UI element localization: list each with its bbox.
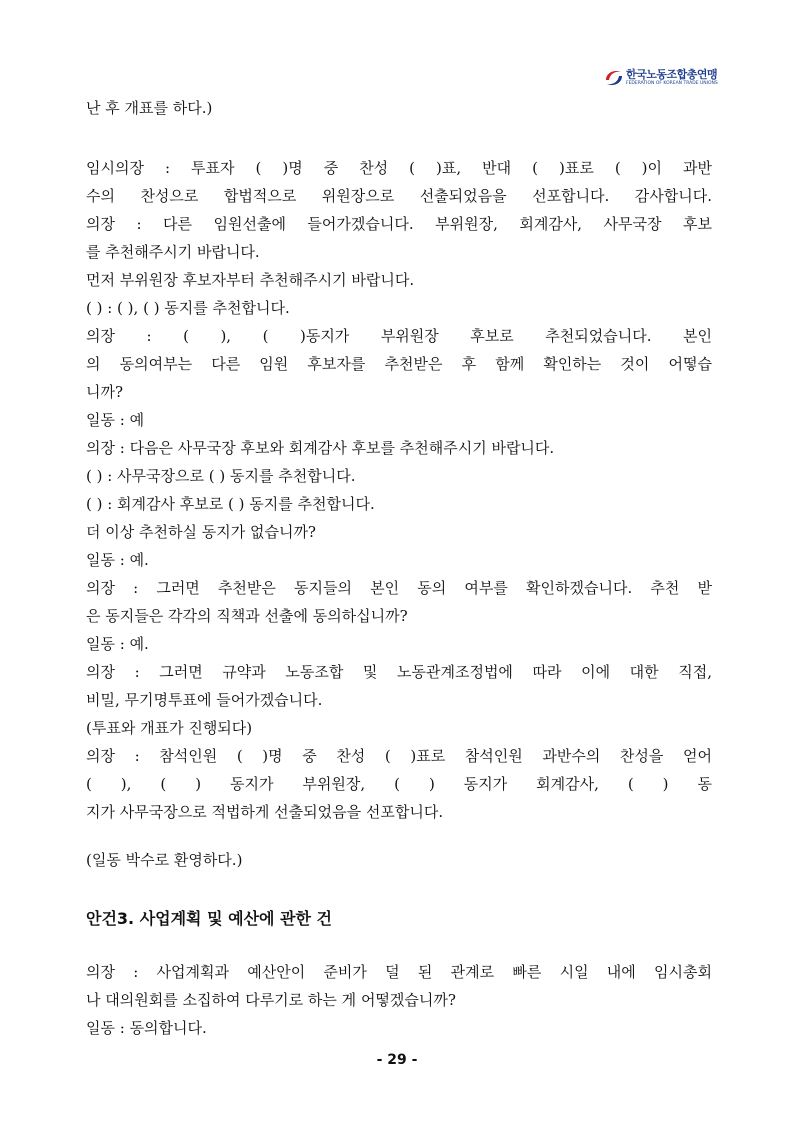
text-line: 임시의장 : 투표자 ( )명 중 찬성 ( )표, 반대 ( )표로 ( )이 과반 — [86, 159, 712, 177]
fktu-emblem-icon — [604, 68, 624, 88]
text-line: 수의 찬성으로 합법적으로 위원장으로 선출되었음을 선포합니다. 감사합니다. — [86, 187, 712, 205]
logo-korean-text: 한국노동조합총연맹 — [626, 68, 718, 81]
text-line: 먼저 부위원장 후보자부터 추천해주시기 바랍니다. — [86, 271, 415, 289]
text-line: ( ) : 사무국장으로 ( ) 동지를 추천합니다. — [86, 467, 356, 485]
text-line: 의장 : 사업계획과 예산안이 준비가 덜 된 관계로 빠른 시일 내에 임시총회 — [86, 963, 712, 981]
text-line: 의 동의여부는 다른 임원 후보자를 추천받은 후 함께 확인하는 것이 어떻습 — [86, 355, 712, 373]
text-line: (투표와 개표가 진행되다) — [86, 719, 253, 737]
text-line: 의장 : 참석인원 ( )명 중 찬성 ( )표로 참석인원 과반수의 찬성을 얻어 — [86, 747, 712, 765]
text-line: 일동 : 예. — [86, 635, 149, 653]
text-line: (일동 박수로 환영하다.) — [86, 851, 243, 869]
text-line: 니까? — [86, 383, 124, 401]
section-heading: 안건3. 사업계획 및 예산에 관한 건 — [86, 909, 332, 928]
page-number: - 29 - — [376, 1052, 418, 1068]
logo-english-text: FEDERATION OF KOREAN TRADE UNIONS — [626, 81, 718, 86]
text-line: 의장 : 그러면 규약과 노동조합 및 노동관계조정법에 따라 이에 대한 직접, — [86, 663, 712, 681]
text-line: 비밀, 무기명투표에 들어가겠습니다. — [86, 691, 323, 709]
text-line: ( ) : ( ), ( ) 동지를 추천합니다. — [86, 299, 290, 317]
text-line: 를 추천해주시기 바랍니다. — [86, 243, 260, 261]
text-line: 의장 : 다른 임원선출에 들어가겠습니다. 부위원장, 회계감사, 사무국장 후보 — [86, 215, 712, 233]
fktu-logo — [604, 66, 718, 94]
text-line: 지가 사무국장으로 적법하게 선출되었음을 선포합니다. — [86, 803, 444, 821]
text-line: 의장 : 다음은 사무국장 후보와 회계감사 후보를 추천해주시기 바랍니다. — [86, 439, 555, 457]
text-line: 일동 : 예 — [86, 411, 145, 429]
text-line: 의장 : ( ), ( )동지가 부위원장 후보로 추천되었습니다. 본인 — [86, 327, 712, 345]
text-line: 의장 : 그러면 추천받은 동지들의 본인 동의 여부를 확인하겠습니다. 추천 받 — [86, 579, 712, 597]
text-line: 난 후 개표를 하다.) — [86, 99, 213, 117]
text-line: ( ), ( ) 동지가 부위원장, ( ) 동지가 회계감사, ( ) 동 — [86, 775, 712, 793]
text-line: 더 이상 추천하실 동지가 없습니까? — [86, 523, 316, 541]
text-line: 은 동지들은 각각의 직책과 선출에 동의하십니까? — [86, 607, 408, 625]
text-line: 일동 : 예. — [86, 551, 149, 569]
text-line: 나 대의원회를 소집하여 다루기로 하는 게 어떻겠습니까? — [86, 991, 456, 1009]
text-line: ( ) : 회계감사 후보로 ( ) 동지를 추천합니다. — [86, 495, 375, 513]
text-line: 일동 : 동의합니다. — [86, 1019, 207, 1037]
